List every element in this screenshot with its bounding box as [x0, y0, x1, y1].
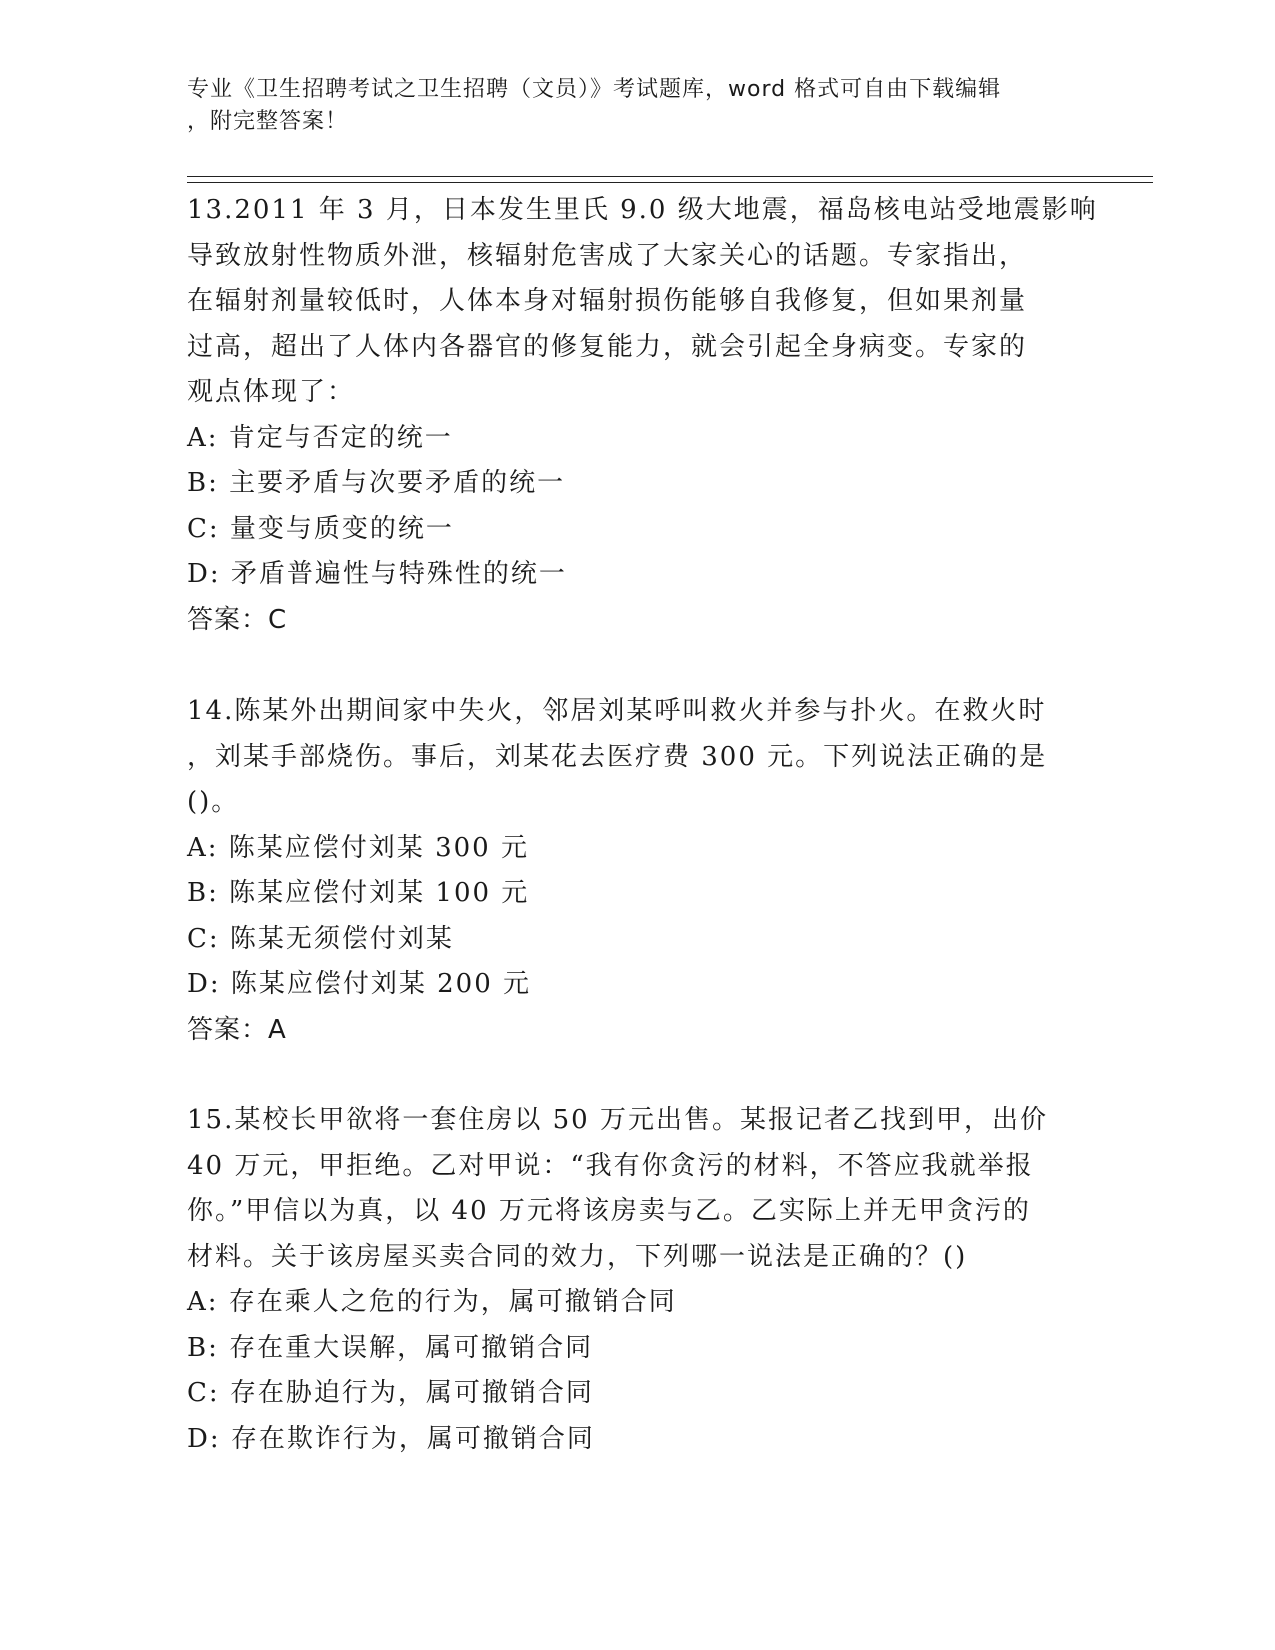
question-text-line: ()。 [187, 787, 240, 817]
question-text-line: 观点体现了： [187, 377, 356, 407]
header-divider-top [187, 176, 1153, 177]
question-text-line: 14.陈某外出期间家中失火，邻居刘某呼叫救火并参与扑火。在救火时 [187, 696, 1047, 726]
option-b: B: 存在重大误解，属可撤销合同 [187, 1332, 594, 1363]
document-header [187, 74, 1067, 138]
question-text-line: ，刘某手部烧伤。事后，刘某花去医疗费 300 元。下列说法正确的是 [187, 741, 1048, 772]
option-d: D: 陈某应偿付刘某 200 元 [187, 969, 532, 999]
question-text-line: 材料。关于该房屋买卖合同的效力，下列哪一说法是正确的？() [187, 1241, 968, 1272]
question-text-line: 15.某校长甲欲将一套住房以 50 万元出售。某报记者乙找到甲，出价 [187, 1105, 1048, 1135]
question-13 [187, 188, 1107, 643]
option-d: D: 存在欺诈行为，属可撤销合同 [187, 1423, 595, 1454]
option-c: C: 陈某无须偿付刘某 [187, 923, 454, 954]
header-line-1: 专业《卫生招聘考试之卫生招聘（文员）》考试题库，word 格式可自由下载编辑 [187, 77, 1002, 102]
header-line-2: ，附完整答案！ [187, 109, 349, 134]
option-a: A: 存在乘人之危的行为，属可撤销合同 [187, 1287, 677, 1317]
option-c: C: 存在胁迫行为，属可撤销合同 [187, 1378, 594, 1408]
option-a: A: 陈某应偿付刘某 300 元 [187, 832, 529, 863]
option-b: B: 主要矛盾与次要矛盾的统一 [187, 468, 566, 498]
question-text-line: 你。”甲信以为真，以 40 万元将该房卖与乙。乙实际上并无甲贪污的 [187, 1196, 1031, 1226]
question-text-line: 40 万元，甲拒绝。乙对甲说：“我有你贪污的材料，不答应我就举报 [187, 1150, 1034, 1181]
question-text-line: 导致放射性物质外泄，核辐射危害成了大家关心的话题。专家指出， [187, 240, 1028, 271]
question-15 [187, 1098, 1107, 1462]
option-c: C: 量变与质变的统一 [187, 513, 454, 544]
answer-label: 答案：C [187, 604, 288, 635]
option-b: B: 陈某应偿付刘某 100 元 [187, 878, 530, 908]
question-text-line: 在辐射剂量较低时，人体本身对辐射损伤能够自我修复，但如果剂量 [187, 286, 1028, 316]
option-a: A: 肯定与否定的统一 [187, 422, 453, 453]
question-text-line: 13.2011 年 3 月，日本发生里氏 9.0 级大地震，福岛核电站受地震影响 [187, 195, 1098, 225]
answer-label: 答案：A [187, 1014, 287, 1045]
header-divider-bottom [187, 182, 1153, 183]
question-text-line: 过高，超出了人体内各器官的修复能力，就会引起全身病变。专家的 [187, 331, 1028, 362]
option-d: D: 矛盾普遍性与特殊性的统一 [187, 559, 567, 589]
question-14 [187, 689, 1107, 1053]
